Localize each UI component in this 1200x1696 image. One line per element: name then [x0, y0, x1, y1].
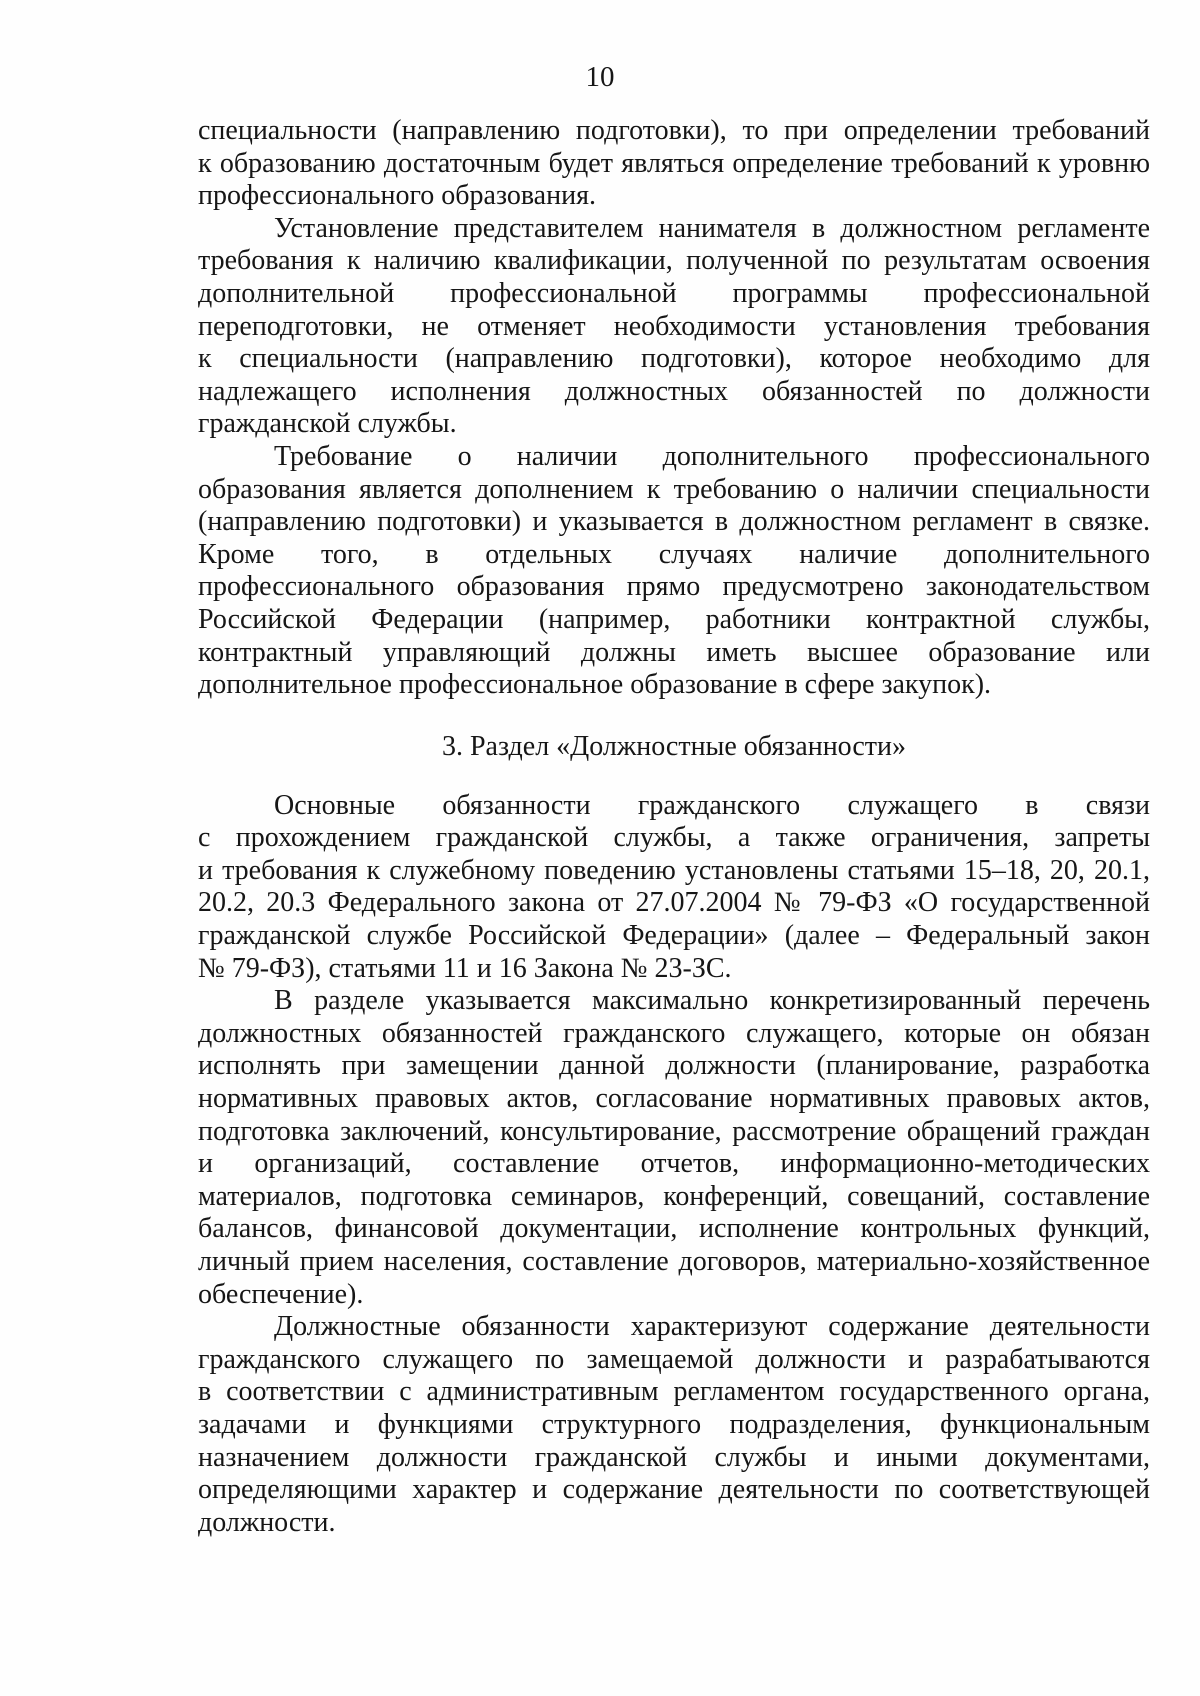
text-line: Установление представителем нанимателя в должностном регламенте [274, 212, 1150, 244]
section-gap [198, 764, 1150, 790]
paragraph-6 [198, 1311, 1150, 1539]
paragraph-4 [198, 790, 1150, 986]
text-line: подготовка заключений, консультирование, рассмотрение обращений граждан [198, 1115, 1150, 1147]
text-line: (направлению подготовки) и указывается в должностном регламент в связке. [198, 506, 1150, 538]
text-line: к образованию достаточным будет являться определение требований к уровню [198, 147, 1150, 179]
text-line: Основные обязанности гражданского служащего в связи [274, 789, 1150, 821]
text-line: Должностные обязанности характеризуют содержание деятельности [274, 1311, 1150, 1343]
text-line: назначением должности гражданской службы и иными документами, [198, 1441, 1150, 1473]
text-line: гражданского служащего по замещаемой должности и разрабатываются [198, 1343, 1150, 1375]
text-line: задачами и функциями структурного подразделения, функциональным [198, 1408, 1150, 1440]
text-line: Требование о наличии дополнительного профессионального [274, 440, 1150, 472]
document-body [198, 115, 1150, 1539]
text-line: профессионального образования. [198, 180, 596, 212]
text-line: дополнительное профессиональное образование в сфере закупок). [198, 669, 992, 701]
text-line: с прохождением гражданской службы, а также ограничения, запреты [198, 822, 1150, 854]
text-line: дополнительной профессиональной программы профессиональной [198, 277, 1150, 309]
text-line: в соответствии с административным регламентом государственного органа, [198, 1376, 1150, 1408]
text-line: балансов, финансовой документации, исполнение контрольных функций, [198, 1213, 1150, 1245]
text-line: 20.2, 20.3 Федерального закона от 27.07.2004 № 79-ФЗ «О государственной [198, 887, 1150, 919]
text-line: исполнять при замещении данной должности (планирование, разработка [198, 1050, 1150, 1082]
text-line: и требования к служебному поведению установлены статьями 15–18, 20, 20.1, [198, 854, 1150, 886]
text-line: переподготовки, не отменяет необходимости установления требования [198, 310, 1150, 342]
paragraph-2 [198, 213, 1150, 441]
text-line: к специальности (направлению подготовки), которое необходимо для [198, 343, 1150, 375]
text-line: материалов, подготовка семинаров, конференций, совещаний, составление [198, 1180, 1150, 1212]
text-line: нормативных правовых актов, согласование нормативных правовых актов, [198, 1083, 1150, 1115]
text-line: должности. [198, 1506, 336, 1538]
paragraph-1 [198, 115, 1150, 213]
text-line: и организаций, составление отчетов, информационно-методических [198, 1148, 1150, 1180]
paragraph-5 [198, 985, 1150, 1311]
text-line: надлежащего исполнения должностных обязанностей по должности [198, 375, 1150, 407]
text-line: В разделе указывается максимально конкретизированный перечень [274, 985, 1150, 1017]
text-line: Кроме того, в отдельных случаях наличие дополнительного [198, 538, 1150, 570]
text-line: Российской Федерации (например, работники контрактной службы, [198, 603, 1150, 635]
text-line: гражданской службе Российской Федерации» (далее – Федеральный закон [198, 920, 1150, 952]
text-line: обеспечение). [198, 1278, 364, 1310]
text-line: образования является дополнением к требованию о наличии специальности [198, 473, 1150, 505]
text-line: требования к наличию квалификации, полученной по результатам освоения [198, 245, 1150, 277]
text-line: контрактный управляющий должны иметь высшее образование или [198, 636, 1150, 668]
text-line: должностных обязанностей гражданского служащего, которые он обязан [198, 1017, 1150, 1049]
page-number: 10 [585, 61, 615, 93]
text-line: гражданской службы. [198, 408, 457, 440]
text-line: личный прием населения, составление договоров, материально-хозяйственное [198, 1246, 1150, 1277]
paragraph-3 [198, 441, 1150, 702]
section-title: 3. Раздел «Должностные обязанности» [441, 730, 907, 762]
text-line: специальности (направлению подготовки), то при определении требований [198, 115, 1150, 146]
text-line: № 79-ФЗ), статьями 11 и 16 Закона № 23-ЗС. [198, 952, 732, 984]
text-line: определяющими характер и содержание деятельности по соответствующей [198, 1474, 1150, 1506]
text-line: профессионального образования прямо предусмотрено законодательством [198, 571, 1150, 603]
